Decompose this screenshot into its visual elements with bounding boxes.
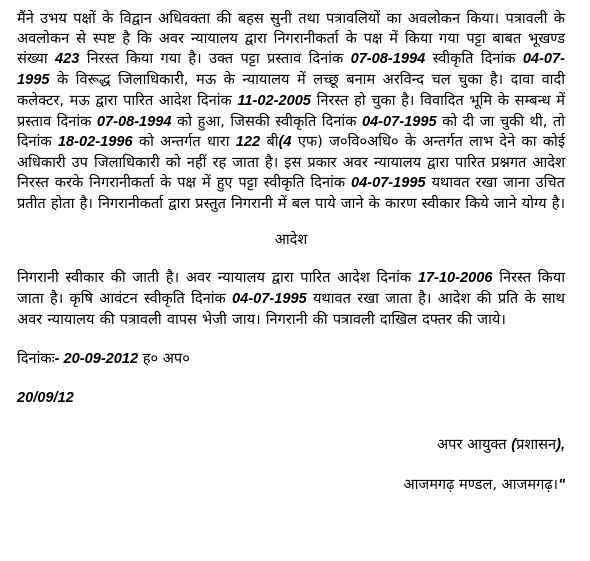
text-segment: यथावत रखा जाता है। आदेश की प्रति के साथ अवर न्यायालय की पत्रावली वापस भेजी जाय। निगरानी की पत्रावली दाखिल दफ्तर की जाये।	[17, 289, 565, 328]
date-value: 04-07-1995	[17, 50, 565, 88]
section-number: 122	[235, 134, 261, 151]
text-segment: मैंने उभय पक्षों के विद्वान अधिवक्ता की बहस सुनी तथा पत्रावलियों का अवलोकन किया। पत्रावली के अवलोकन से स्पष्ट है कि अवर न्यायालय द्वारा निगरानीकर्ता के पक्ष में किया गया पट्टा बाबत भूखण्ड संख्या	[17, 10, 565, 67]
text-segment: एफ) ज०वि०अधि० के अन्तर्गत लाभ देने का कोई अधिकारी उप जिलाधिकारी को नहीं रह जाता है। इस प्रकार अवर न्यायालय द्वारा पारित प्रश्नगत आदेश निरस्त करके निगरानीकर्ता के पक्ष में हुए पट्टा स्वीकृति दिनांक	[17, 133, 565, 192]
date-value: 04-07-1995	[361, 113, 437, 130]
date-value: 18-02-1996	[57, 134, 133, 151]
order-paragraph	[17, 268, 565, 330]
text-segment: बी	[260, 133, 279, 151]
date-value: 04-07-1995	[350, 175, 426, 192]
dated-line	[17, 349, 565, 370]
section-subclause: (4	[278, 134, 292, 151]
text-segment: निगरानी स्वीकार की जाती है। अवर न्यायालय द्वारा पारित आदेश दिनांक	[17, 268, 418, 286]
findings-paragraph	[17, 9, 565, 214]
date-value: 04-07-1995	[232, 290, 307, 307]
text-segment: के विरूद्ध जिलाधिकारी, मऊ के न्यायालय में लच्छू बनाम अरविन्द चल चुका है। दावा वादी कलेक्टर, मऊ द्वारा पारित आदेश दिनांक	[17, 70, 565, 109]
designation-prefix: अपर आयुक्त	[437, 435, 512, 453]
text-segment: निरस्त किया जाता है। कृषि आवंटन स्वीकृति दिनांक	[17, 268, 566, 307]
text-segment: को हुआ, जिसकी स्वीकृति दिनांक	[171, 112, 362, 130]
text-segment: निरस्त किया गया है। उक्त पट्टा प्रस्ताव दिनांक	[79, 49, 351, 67]
office-name: आजमगढ़ मण्डल, आजमगढ़।	[403, 476, 559, 494]
plot-number: 423	[55, 50, 80, 67]
designation-close: ),	[556, 436, 565, 453]
text-segment: यथावत रखा जाना उचित प्रतीत होता है। निगरानीकर्ता द्वारा प्रस्तुत निगरानी में बल पाये जाने के कारण स्वीकार किये जाने योग्य है।	[17, 174, 565, 213]
date-value: 07-08-1994	[350, 50, 426, 67]
dated-label: दिनांकः	[17, 349, 55, 367]
text-segment: स्वीकृति दिनांक	[425, 49, 523, 67]
text-segment: को दी जा चुकी थी, तो दिनांक	[17, 112, 565, 151]
closing-quote: "	[558, 477, 565, 494]
date-value: 07-08-1994	[96, 113, 172, 130]
signatory-office	[17, 475, 565, 496]
text-segment: को अन्तर्गत धारा	[132, 133, 236, 151]
judgment-document	[17, 9, 565, 496]
dated-value: - 20-09-2012	[54, 350, 139, 367]
text-segment: निरस्त हो चुका है। विवादित भूमि के सम्बन्ध में प्रस्ताव दिनांक	[17, 91, 565, 130]
date-value: 11-02-2005	[237, 92, 311, 109]
short-date: 20/09/12	[17, 389, 74, 406]
designation-dept: प्रशासन	[516, 435, 557, 453]
dated-suffix: ह० अप०	[138, 349, 190, 367]
order-heading: आदेश	[274, 231, 308, 249]
designation-bracket: (	[511, 436, 517, 453]
date-value: 17-10-2006	[417, 269, 493, 286]
signatory-designation	[17, 435, 565, 456]
